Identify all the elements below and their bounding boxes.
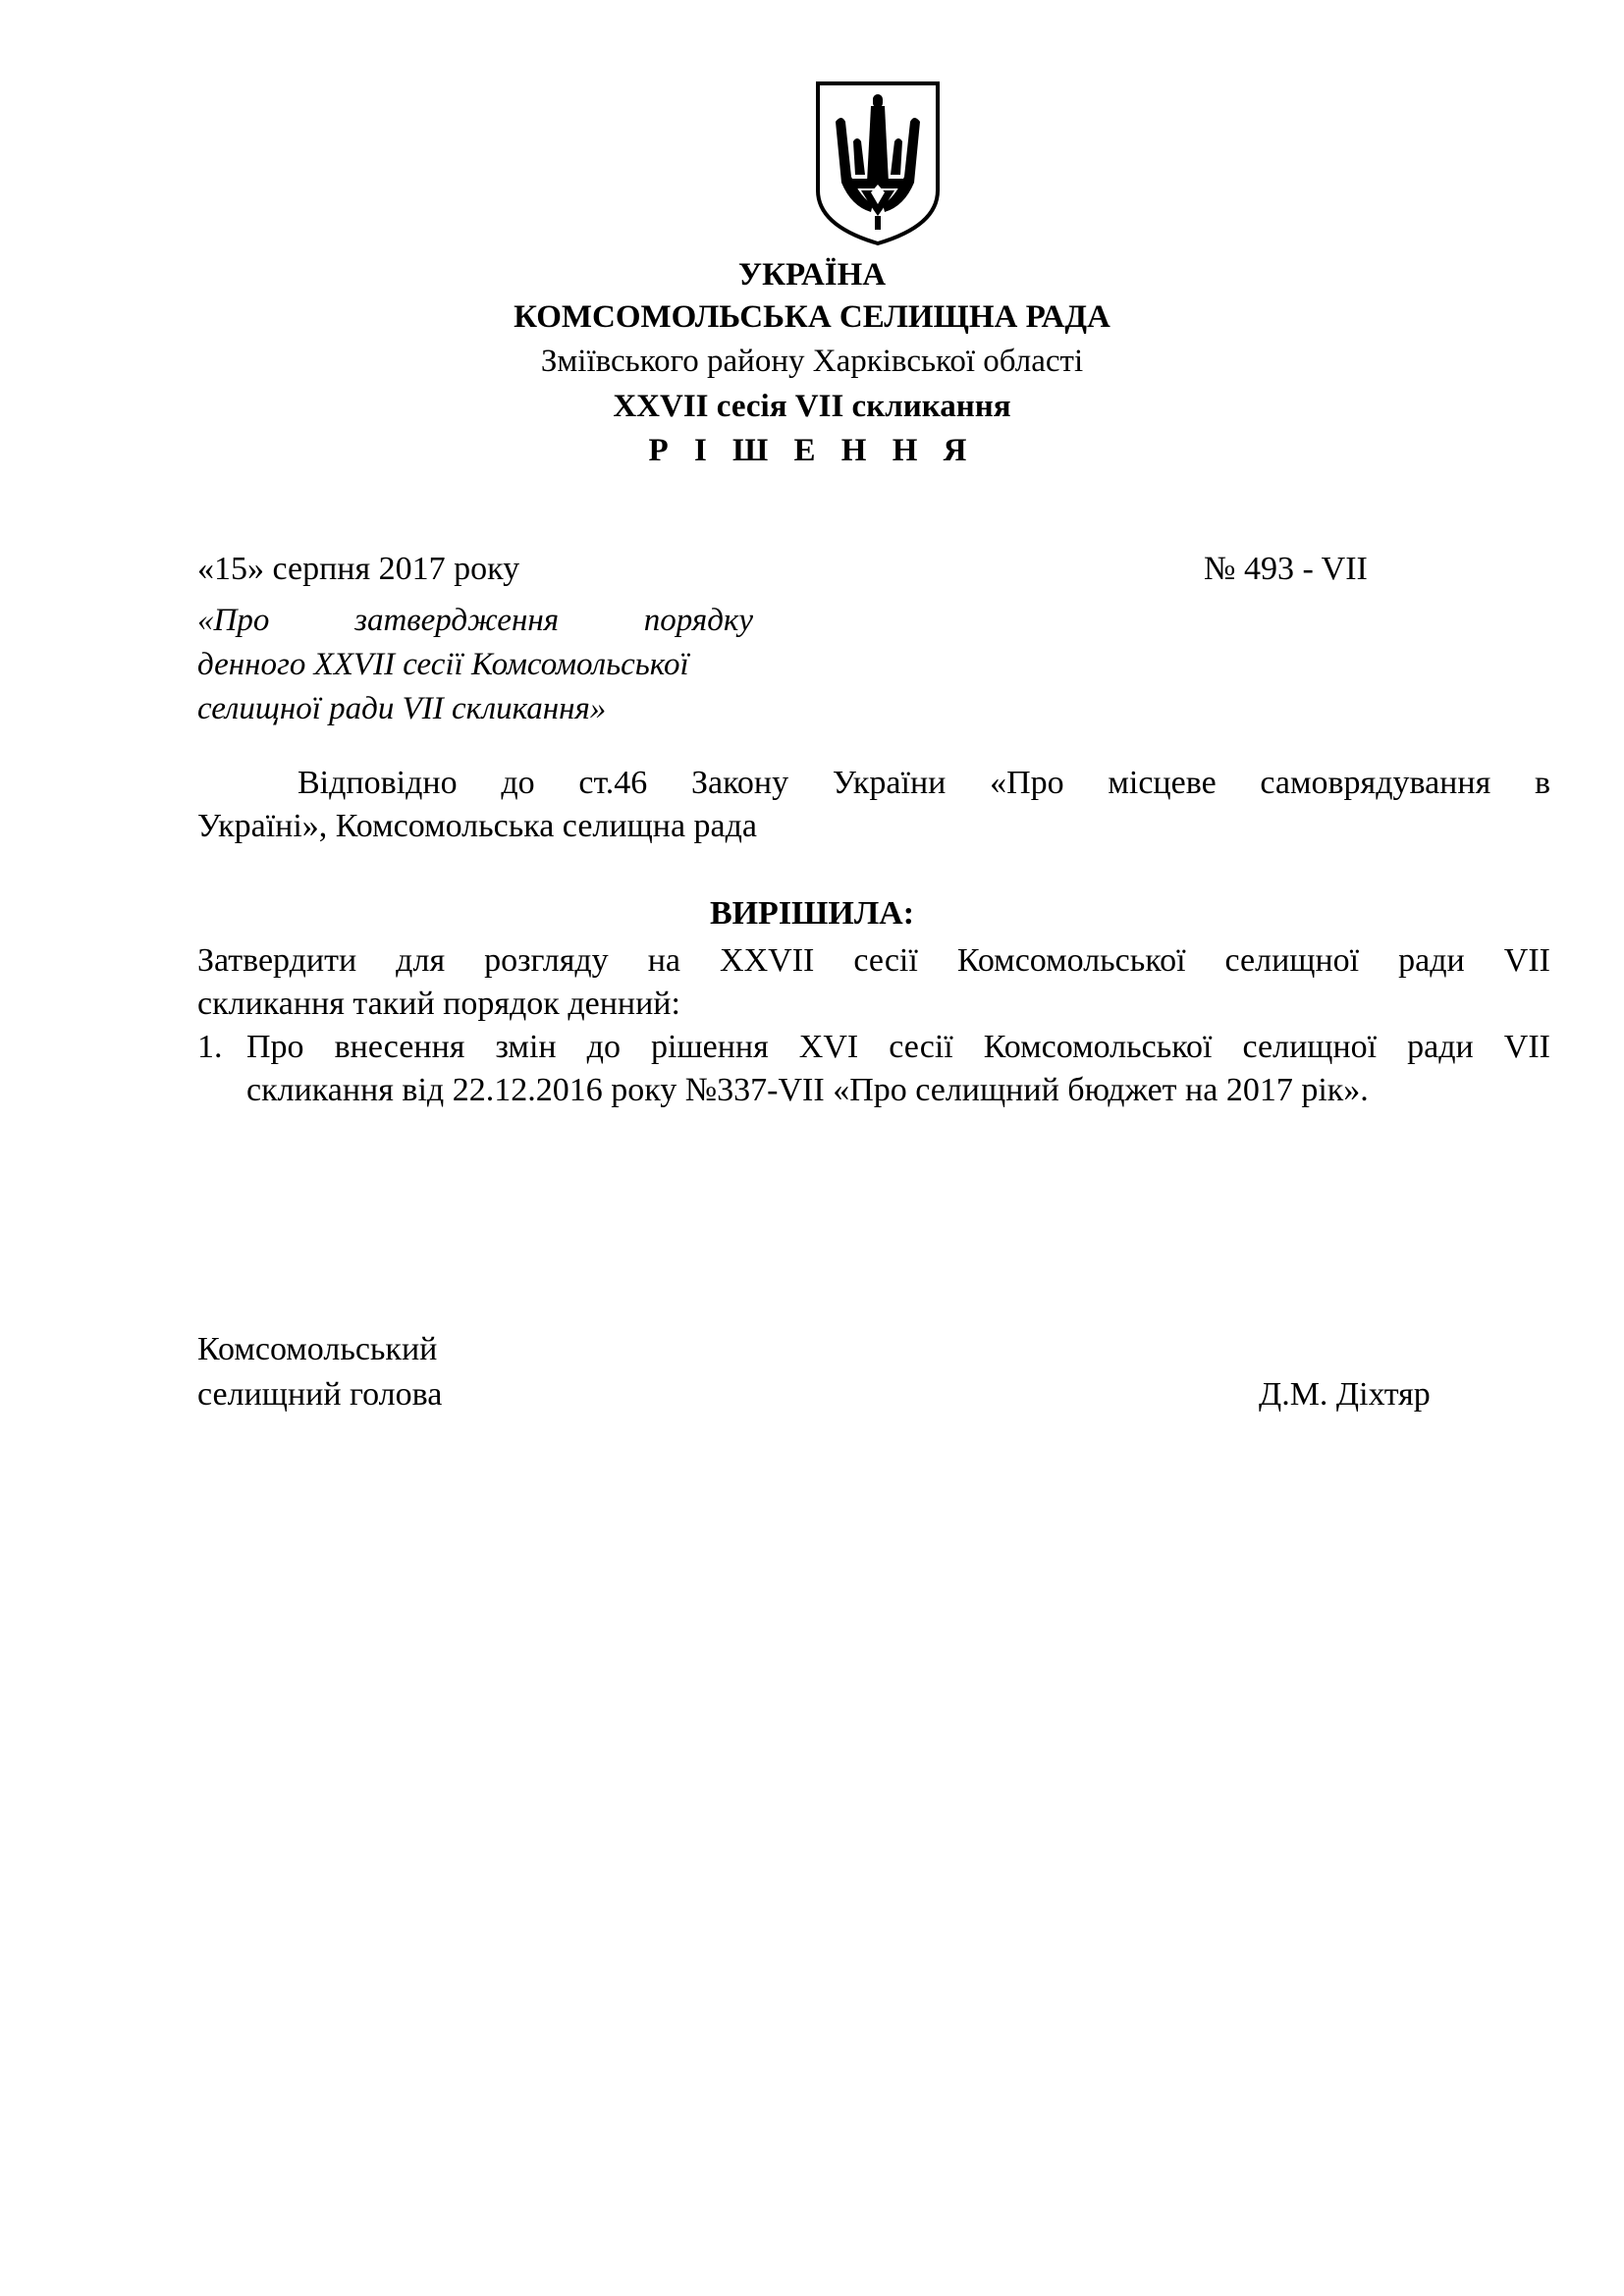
- subject-line: денного XXVII сесії Комсомольської: [197, 647, 689, 682]
- region-name: Зміївського району Харківської області: [540, 344, 1084, 379]
- decision-paragraph: [197, 939, 1550, 1026]
- signer-title: Комсомольський: [197, 1331, 438, 1367]
- council-name: КОМСОМОЛЬСЬКА СЕЛИЩНА РАДА: [514, 299, 1110, 335]
- signer-name: Д.М. Діхтяр: [1259, 1376, 1431, 1413]
- document-date: «15» серпня 2017 року: [197, 551, 520, 587]
- preamble-line: Україні», Комсомольська селищна рада: [197, 808, 758, 844]
- agenda-item: [197, 1026, 1550, 1112]
- decision-line: скликання такий порядок денний:: [197, 986, 680, 1022]
- signer-title: селищний голова: [197, 1376, 443, 1413]
- preamble-line: Відповідно до ст.46 Закону України «Про місцеве самоврядування в: [298, 765, 1550, 801]
- subject-line: «Про затвердження порядку: [197, 603, 753, 638]
- session-title: XXVII сесія VII скликання: [613, 389, 1011, 424]
- agenda-item-line: Про внесення змін до рішення XVI сесії Комсомольської селищної ради VII: [246, 1029, 1550, 1065]
- document-number: № 493 - VII: [1204, 551, 1368, 587]
- resolved-heading: ВИРІШИЛА:: [709, 895, 915, 932]
- agenda-item-line: скликання від 22.12.2016 року №337-VII «Про селищний бюджет на 2017 рік».: [246, 1072, 1369, 1108]
- subject-line: селищної ради VII скликання»: [197, 691, 607, 726]
- document-type: Р І Ш Е Н Н Я: [648, 433, 976, 468]
- preamble-paragraph: [197, 762, 1550, 848]
- country-title: УКРАЇНА: [737, 257, 887, 293]
- coat-of-arms-icon: [814, 80, 942, 247]
- agenda-item-number: 1.: [197, 1029, 223, 1065]
- decision-line: Затвердити для розгляду на XXVII сесії Комсомольської селищної ради VII: [197, 942, 1550, 979]
- document-subject: [197, 599, 753, 731]
